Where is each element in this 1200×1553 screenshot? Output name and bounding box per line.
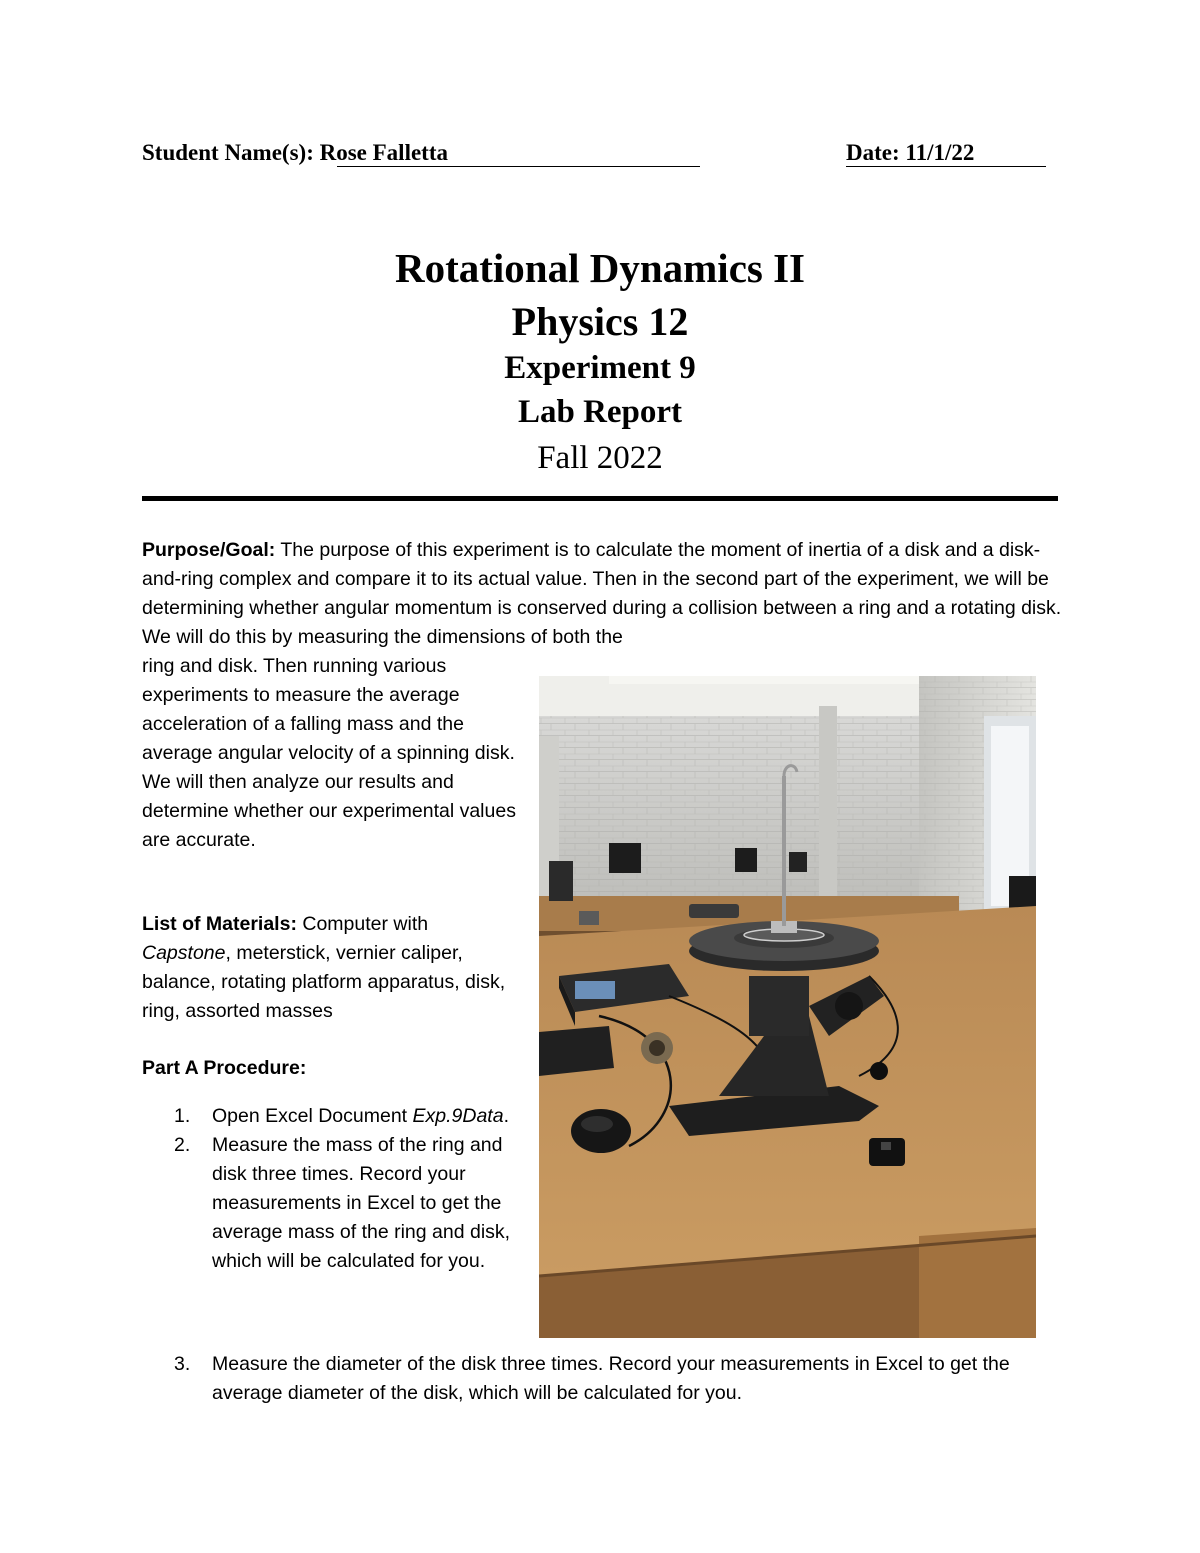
date-value: 11/1/22: [905, 140, 975, 165]
purpose-paragraph-continued: ring and disk. Then running various experiments to measure the average acceleration of a falling mass and the average angular velocity of a spinning disk. We will then analyze our results and determine whether our experimental values are accurate.: [142, 655, 516, 851]
materials-pre: Computer with: [296, 913, 429, 935]
date-block: [846, 140, 974, 166]
part-a-heading: Part A Procedure:: [142, 1057, 307, 1079]
list-item: [142, 1350, 1042, 1408]
experiment-title: Experiment 9: [504, 350, 696, 386]
student-label: Student Name(s):: [142, 140, 314, 165]
materials-software: Capstone: [142, 942, 226, 964]
document-title: Rotational Dynamics II: [394, 245, 806, 291]
title-divider: [142, 496, 1058, 501]
date-label: Date:: [846, 140, 900, 165]
term-title: Fall 2022: [537, 440, 663, 476]
materials-list: , meterstick, vernier caliper, balance, rotating platform apparatus, disk, ring, assorted masses: [142, 942, 506, 1022]
materials-paragraph: [142, 910, 522, 1026]
student-name: Rose Falletta: [319, 140, 448, 165]
step-number: 2.: [174, 1134, 191, 1156]
lab-apparatus-photo: [539, 676, 1036, 1338]
student-name-underline: [337, 166, 700, 167]
student-name-block: [142, 140, 448, 166]
step-punct: .: [503, 1105, 509, 1127]
step-number: 1.: [174, 1105, 191, 1127]
report-title: Lab Report: [517, 394, 683, 430]
list-item: [142, 1131, 532, 1276]
materials-label: List of Materials:: [142, 913, 297, 935]
step-text: Measure the diameter of the disk three times. Record your measurements in Excel to get the average diameter of the disk, which will be calculated for you.: [212, 1353, 1010, 1404]
purpose-text: The purpose of this experiment is to calculate the moment of inertia of a disk and a disk-and-ring complex and compare it to its actual value. Then in the second part of the experiment, we will be determining whether angular momentum is conserved during a collision between a ring and a rotating disk. We will do this by measuring the dimensions of both the: [142, 539, 1062, 648]
course-title: Physics 12: [511, 299, 689, 344]
purpose-paragraph: [142, 536, 1062, 652]
procedure-list-continued: [142, 1350, 1042, 1408]
step-number: 3.: [174, 1353, 191, 1375]
date-underline: [846, 166, 1046, 167]
purpose-label: Purpose/Goal:: [142, 539, 276, 561]
procedure-list: [142, 1102, 532, 1276]
list-item: [142, 1102, 532, 1131]
photo-illustration: [539, 676, 1036, 1338]
header-row: [142, 140, 1048, 176]
step-filename: Exp.9Data: [412, 1105, 504, 1127]
step-text: Open Excel Document: [212, 1105, 413, 1127]
step-text: Measure the mass of the ring and disk three times. Record your measurements in Excel to get the average mass of the ring and disk, which will be calculated for you.: [212, 1134, 511, 1272]
